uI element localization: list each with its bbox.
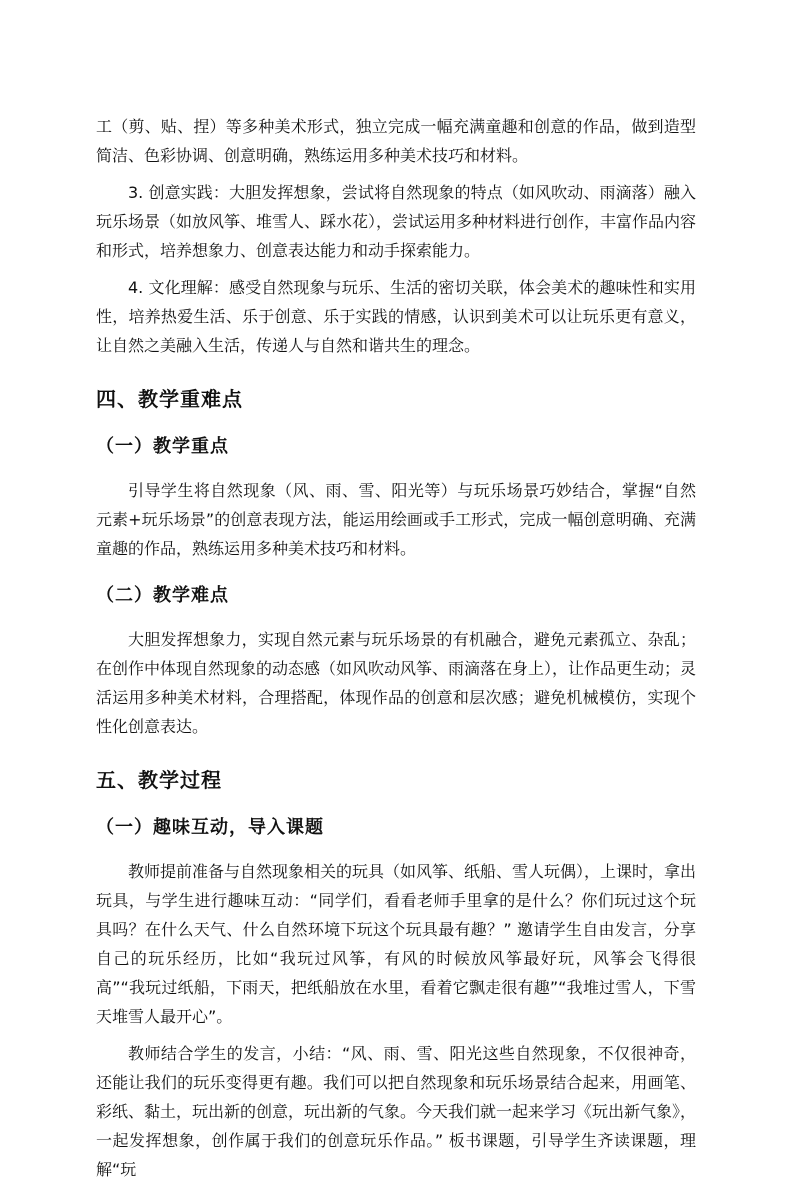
paragraph-creative-practice: 3. 创意实践：大胆发挥想象，尝试将自然现象的特点（如风吹动、雨滴落）融入玩乐场景（如放风筝、堆雪人、踩水花），尝试运用多种材料进行创作，丰富作品内容和形式，培养想象力、创意表达能力和动手探索能力。 <box>96 183 697 260</box>
page-content <box>96 112 696 1184</box>
paragraph-cultural-understanding: 4. 文化理解：感受自然现象与玩乐、生活的密切关联，体会美术的趣味性和实用性，培养热爱生活、乐于创意、乐于实践的情感，认识到美术可以让玩乐更有意义，让自然之美融入生活，传递人与自然和谐共生的理念。 <box>96 278 696 355</box>
subheading-fun-interaction: （一）趣味互动，导入课题 <box>96 817 324 838</box>
paragraph-teaching-focus: 引导学生将自然现象（风、雨、雪、阳光等）与玩乐场景巧妙结合，掌握“自然元素+玩乐场景”的创意表现方法，能运用绘画或手工形式，完成一幅创意明确、充满童趣的作品，熟练运用多种美术技巧和材料。 <box>96 481 696 558</box>
section-heading-teaching-process: 五、教学过程 <box>96 768 222 792</box>
paragraph-teaching-difficulty: 大胆发挥想象力，实现自然元素与玩乐场景的有机融合，避免元素孤立、杂乱；在创作中体现自然现象的动态感（如风吹动风筝、雨滴落在身上），让作品更生动；灵活运用多种美术材料，合理搭配，体现作品的创意和层次感；避免机械模仿，实现个性化创意表达。 <box>96 630 697 736</box>
subheading-teaching-focus: （一）教学重点 <box>96 436 229 457</box>
section-heading-key-difficult-points: 四、教学重难点 <box>96 387 243 411</box>
paragraph-fun-interaction-2: 教师结合学生的发言，小结：“风、雨、雪、阳光这些自然现象，不仅很神奇，还能让我们的玩乐变得更有趣。我们可以把自然现象和玩乐场景结合起来，用画笔、彩纸、黏土，玩出新的创意，玩出新的气象。今天我们就一起来学习《玩出新气象》，一起发挥想象，创作属于我们的创意玩乐作品。” 板书课题，引导学生齐读课题，理解“玩 <box>96 1044 697 1179</box>
paragraph-continuation: 工（剪、贴、捏）等多种美术形式，独立完成一幅充满童趣和创意的作品，做到造型简洁、色彩协调、创意明确，熟练运用多种美术技巧和材料。 <box>96 117 696 165</box>
paragraph-fun-interaction-1: 教师提前准备与自然现象相关的玩具（如风筝、纸船、雪人玩偶），上课时，拿出玩具，与学生进行趣味互动：“同学们，看看老师手里拿的是什么？你们玩过这个玩具吗？在什么天气、什么自然环境下玩这个玩具最有趣？” 邀请学生自由发言，分享自己的玩乐经历，比如“我玩过风筝，有风的时候放风筝最好玩，风筝会飞得很高”“我玩过纸船，下雨天，把纸船放在水里，看着它飘走很有趣”“我堆过雪人，下雪天堆雪人最开心”。 <box>96 862 697 1026</box>
subheading-teaching-difficulty: （二）教学难点 <box>96 585 229 606</box>
